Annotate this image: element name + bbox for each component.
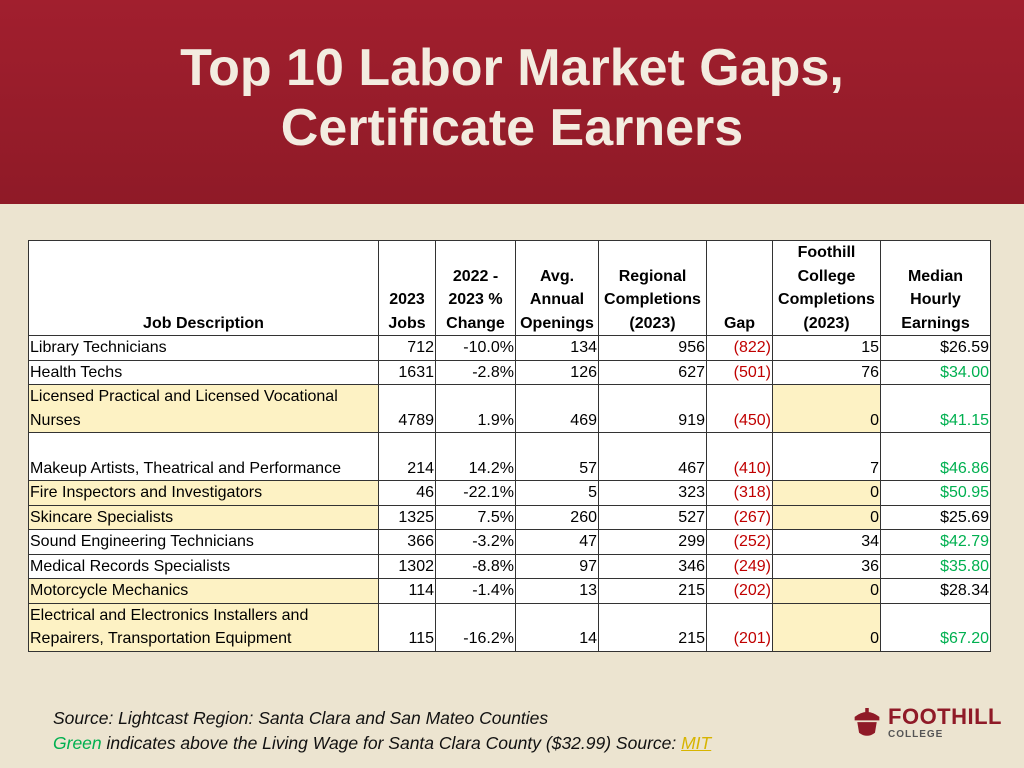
cell-regional: 299 xyxy=(599,530,707,555)
cell-jobs: 1325 xyxy=(379,505,436,530)
cell-regional: 527 xyxy=(599,505,707,530)
cell-job: Fire Inspectors and Investigators xyxy=(29,481,379,506)
header-foothill-completions: Foothill College Completions (2023) xyxy=(773,241,881,336)
labor-gap-table xyxy=(28,240,991,652)
cell-gap: (410) xyxy=(707,433,773,481)
table-row xyxy=(29,554,991,579)
cell-jobs: 46 xyxy=(379,481,436,506)
cell-gap: (252) xyxy=(707,530,773,555)
cell-openings: 260 xyxy=(516,505,599,530)
cell-regional: 919 xyxy=(599,385,707,433)
table-header-row xyxy=(29,241,991,336)
cell-openings: 57 xyxy=(516,433,599,481)
table-row xyxy=(29,336,991,361)
slide-title-line-2: Certificate Earners xyxy=(280,99,744,157)
cell-job: Sound Engineering Technicians xyxy=(29,530,379,555)
cell-earnings: $46.86 xyxy=(881,433,991,481)
acorn-icon xyxy=(852,704,882,742)
cell-change: -16.2% xyxy=(436,603,516,651)
table-row xyxy=(29,360,991,385)
cell-change: -8.8% xyxy=(436,554,516,579)
cell-foothill: 36 xyxy=(773,554,881,579)
header-median-earnings: Median Hourly Earnings xyxy=(881,241,991,336)
cell-gap: (202) xyxy=(707,579,773,604)
cell-jobs: 1631 xyxy=(379,360,436,385)
header-annual-openings: Avg. Annual Openings xyxy=(516,241,599,336)
cell-change: -1.4% xyxy=(436,579,516,604)
header-job-description: Job Description xyxy=(29,241,379,336)
logo-main-text: FOOTHILL xyxy=(888,703,1002,729)
cell-change: 14.2% xyxy=(436,433,516,481)
cell-gap: (501) xyxy=(707,360,773,385)
cell-jobs: 366 xyxy=(379,530,436,555)
cell-earnings: $28.34 xyxy=(881,579,991,604)
cell-gap: (267) xyxy=(707,505,773,530)
cell-earnings: $34.00 xyxy=(881,360,991,385)
cell-openings: 5 xyxy=(516,481,599,506)
table-row xyxy=(29,385,991,433)
cell-openings: 47 xyxy=(516,530,599,555)
source-note: Source: Lightcast Region: Santa Clara and San Mateo Counties xyxy=(53,708,549,728)
cell-regional: 467 xyxy=(599,433,707,481)
header-gap: Gap xyxy=(707,241,773,336)
cell-earnings: $41.15 xyxy=(881,385,991,433)
foothill-college-logo xyxy=(852,702,1002,744)
cell-openings: 469 xyxy=(516,385,599,433)
cell-earnings: $42.79 xyxy=(881,530,991,555)
cell-jobs: 1302 xyxy=(379,554,436,579)
cell-earnings: $25.69 xyxy=(881,505,991,530)
title-banner xyxy=(0,0,1024,204)
cell-job: Library Technicians xyxy=(29,336,379,361)
cell-regional: 627 xyxy=(599,360,707,385)
cell-job: Makeup Artists, Theatrical and Performance xyxy=(29,433,379,481)
slide-title xyxy=(180,38,844,158)
table-row xyxy=(29,433,991,481)
cell-gap: (822) xyxy=(707,336,773,361)
cell-earnings: $50.95 xyxy=(881,481,991,506)
table-row xyxy=(29,505,991,530)
cell-change: -10.0% xyxy=(436,336,516,361)
green-legend-word: Green xyxy=(53,733,102,753)
cell-jobs: 712 xyxy=(379,336,436,361)
logo-sub-text: COLLEGE xyxy=(888,728,944,740)
cell-foothill: 0 xyxy=(773,579,881,604)
table-row xyxy=(29,530,991,555)
cell-jobs: 114 xyxy=(379,579,436,604)
cell-regional: 323 xyxy=(599,481,707,506)
cell-gap: (318) xyxy=(707,481,773,506)
cell-earnings: $67.20 xyxy=(881,603,991,651)
header-regional-completions: Regional Completions (2023) xyxy=(599,241,707,336)
cell-foothill: 0 xyxy=(773,603,881,651)
cell-change: 1.9% xyxy=(436,385,516,433)
cell-jobs: 214 xyxy=(379,433,436,481)
cell-foothill: 0 xyxy=(773,385,881,433)
cell-foothill: 76 xyxy=(773,360,881,385)
cell-openings: 134 xyxy=(516,336,599,361)
cell-job: Electrical and Electronics Installers and Repairers, Transportation Equipment xyxy=(29,603,379,651)
cell-openings: 14 xyxy=(516,603,599,651)
cell-openings: 97 xyxy=(516,554,599,579)
cell-regional: 215 xyxy=(599,603,707,651)
table-row xyxy=(29,579,991,604)
cell-gap: (249) xyxy=(707,554,773,579)
mit-source-link[interactable]: MIT xyxy=(681,733,712,753)
table-row xyxy=(29,603,991,651)
cell-job: Skincare Specialists xyxy=(29,505,379,530)
logo-text xyxy=(888,703,1002,741)
cell-jobs: 115 xyxy=(379,603,436,651)
cell-openings: 13 xyxy=(516,579,599,604)
cell-job: Motorcycle Mechanics xyxy=(29,579,379,604)
cell-regional: 956 xyxy=(599,336,707,361)
cell-job: Medical Records Specialists xyxy=(29,554,379,579)
cell-change: 7.5% xyxy=(436,505,516,530)
header-percent-change: 2022 - 2023 % Change xyxy=(436,241,516,336)
cell-foothill: 7 xyxy=(773,433,881,481)
cell-gap: (450) xyxy=(707,385,773,433)
cell-change: -3.2% xyxy=(436,530,516,555)
cell-earnings: $35.80 xyxy=(881,554,991,579)
living-wage-text: indicates above the Living Wage for Santa Clara County ($32.99) Source: xyxy=(101,733,682,753)
cell-openings: 126 xyxy=(516,360,599,385)
cell-change: -22.1% xyxy=(436,481,516,506)
labor-gap-table-container xyxy=(28,240,991,652)
cell-foothill: 0 xyxy=(773,481,881,506)
cell-jobs: 4789 xyxy=(379,385,436,433)
cell-job: Health Techs xyxy=(29,360,379,385)
cell-foothill: 15 xyxy=(773,336,881,361)
cell-foothill: 34 xyxy=(773,530,881,555)
cell-foothill: 0 xyxy=(773,505,881,530)
cell-regional: 346 xyxy=(599,554,707,579)
slide-footer xyxy=(53,706,711,756)
cell-gap: (201) xyxy=(707,603,773,651)
slide-title-line-1: Top 10 Labor Market Gaps, xyxy=(180,39,844,97)
cell-earnings: $26.59 xyxy=(881,336,991,361)
cell-job: Licensed Practical and Licensed Vocational Nurses xyxy=(29,385,379,433)
cell-change: -2.8% xyxy=(436,360,516,385)
living-wage-note xyxy=(53,731,711,756)
header-2023-jobs: 2023 Jobs xyxy=(379,241,436,336)
cell-regional: 215 xyxy=(599,579,707,604)
table-row xyxy=(29,481,991,506)
